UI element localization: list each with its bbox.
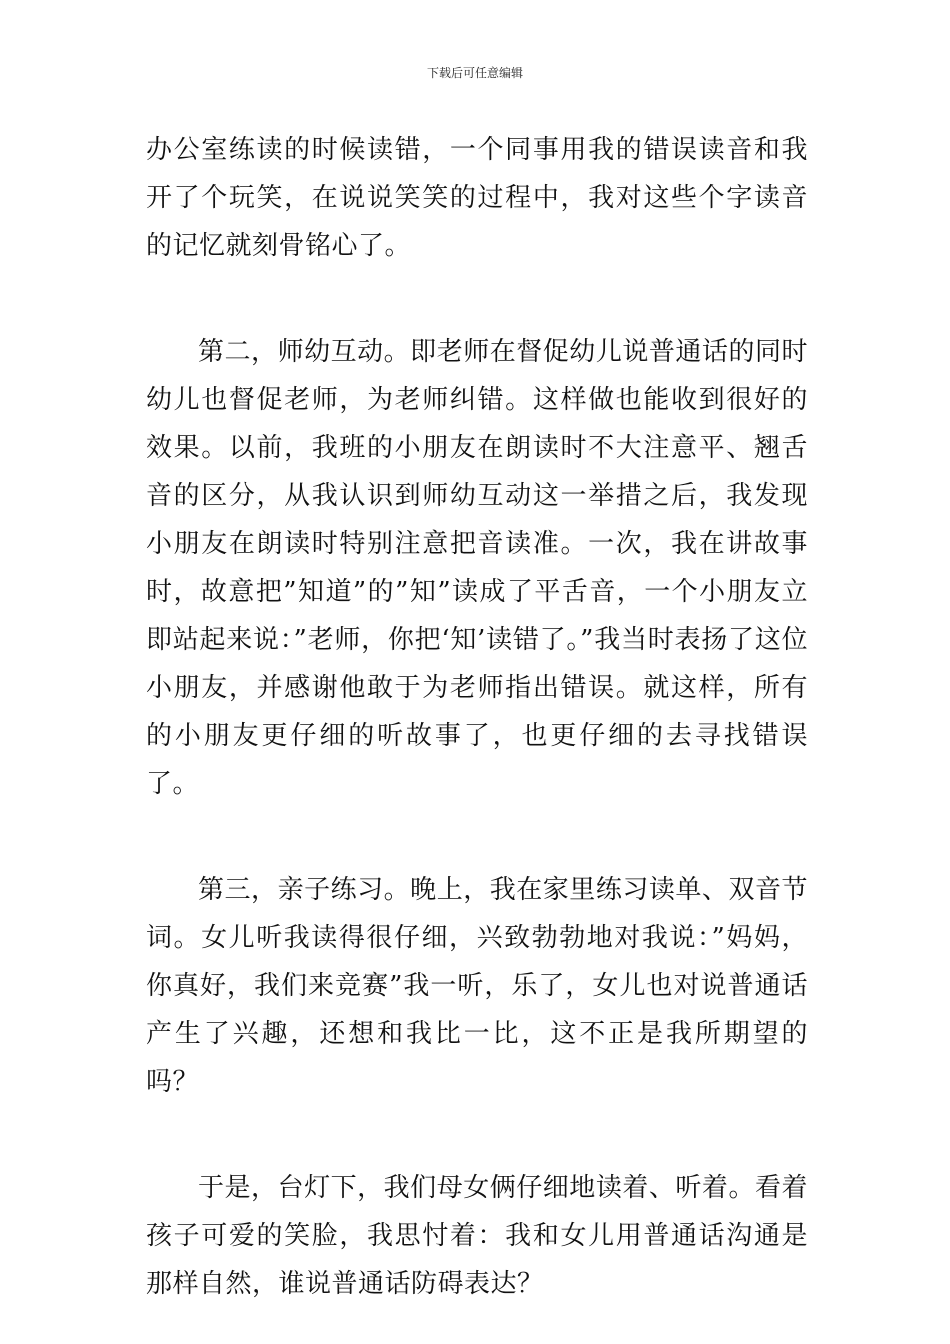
- page-header: 下载后可任意编辑: [426, 66, 523, 80]
- paragraph-teacher-child-interaction: 第二，师幼互动。即老师在督促幼儿说普通话的同时幼儿也督促老师，为老师纠错。这样做也能收到很好的效果。以前，我班的小朋友在朗读时不大注意平、翘舌音的区分，从我认识到师幼互动这一举措之后，我发现小朋友在朗读时特别注意把音读准。一次，我在讲故事时，故意把”知道”的”知”读成了平舌音，一个小朋友立即站起来说：”老师，你把‘知’读错了。”我当时表扬了这位小朋友，并感谢他敢于为老师指出错误。就这样，所有的小朋友更仔细的听故事了，也更仔细的去寻找错误了。: [146, 337, 808, 799]
- paragraph-parent-child-practice: 第三，亲子练习。晚上，我在家里练习读单、双音节词。女儿听我读得很仔细，兴致勃勃地对我说：”妈妈，你真好，我们来竞赛”我一听，乐了，女儿也对说普通话产生了兴趣，还想和我比一比，这不正是我所期望的吗？: [146, 875, 808, 1097]
- paragraph-spacer: [146, 1106, 808, 1164]
- paragraph-spacer: [146, 270, 808, 328]
- document-body: [146, 126, 808, 1308]
- paragraph-spacer: [146, 808, 808, 866]
- paragraph-continuation: 办公室练读的时候读错，一个同事用我的错误读音和我开了个玩笑，在说说笑笑的过程中，我对这些个字读音的记忆就刻骨铭心了。: [146, 135, 808, 261]
- paragraph-conclusion: 于是，台灯下，我们母女俩仔细地读着、听着。看着孩子可爱的笑脸，我思忖着：我和女儿用普通话沟通是那样自然，谁说普通话防碍表达？: [146, 1173, 808, 1299]
